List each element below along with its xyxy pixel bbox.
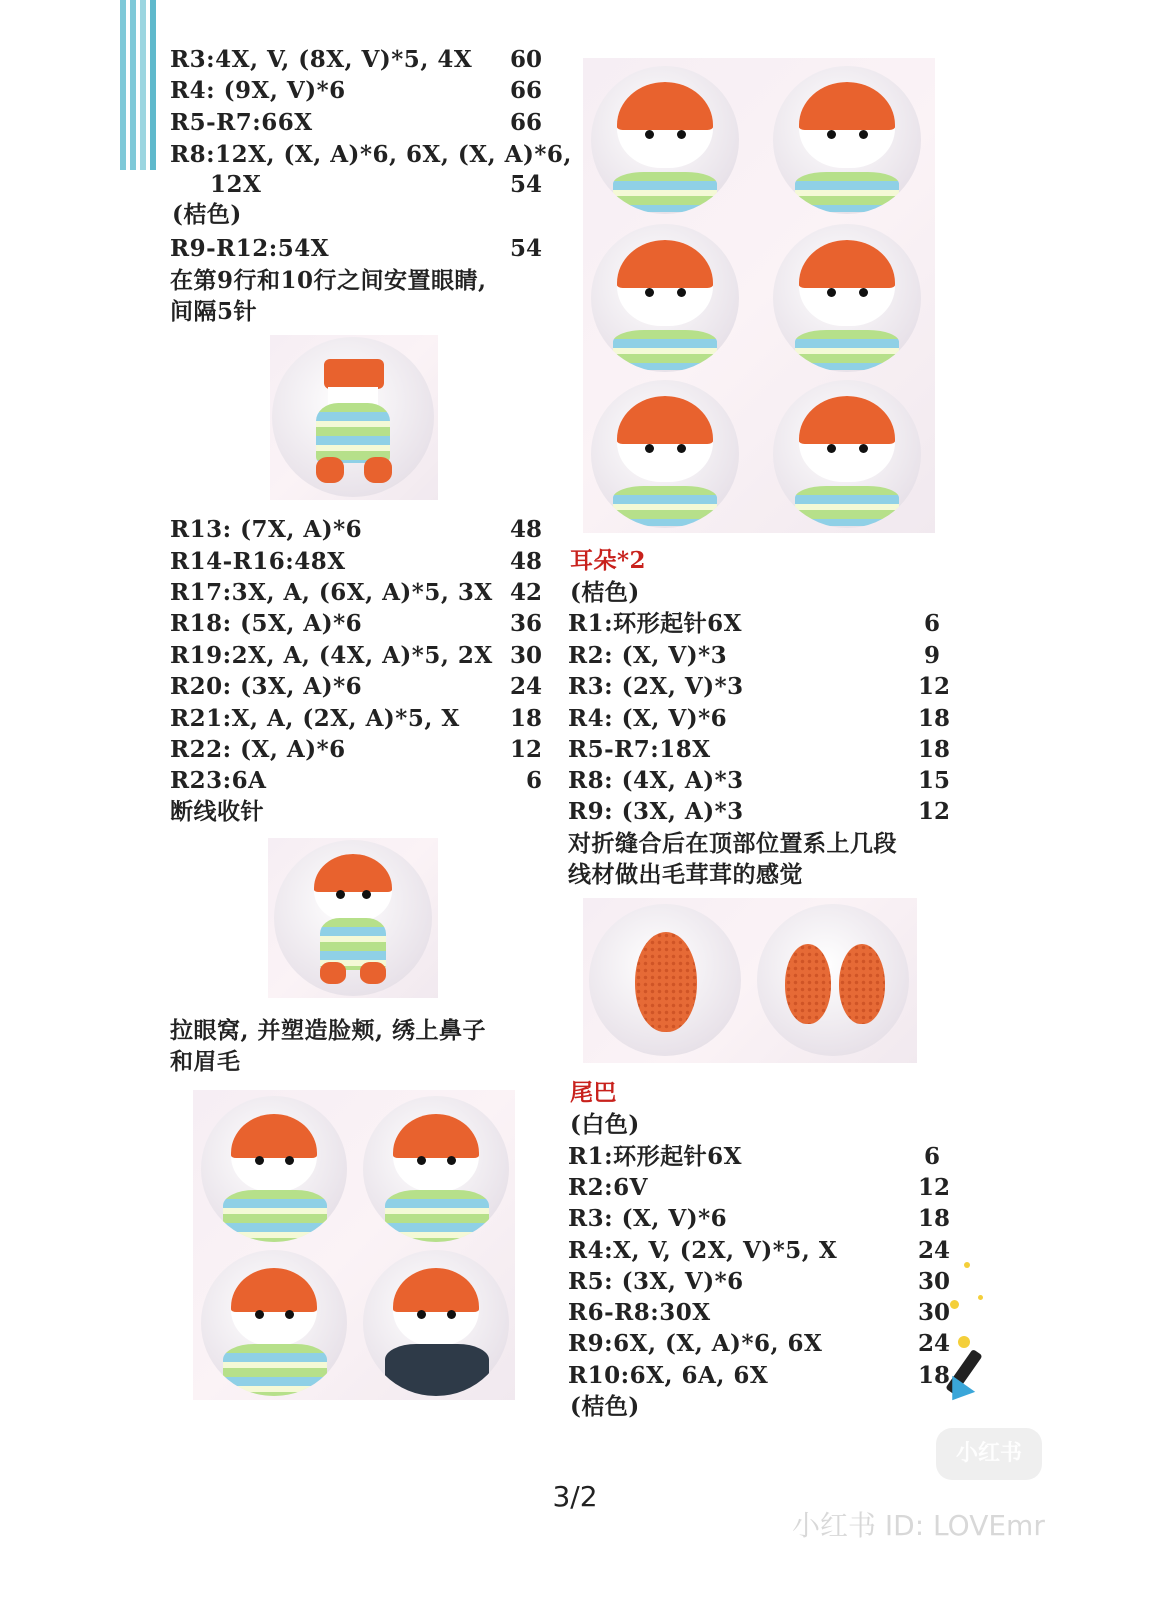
- doll-eye: [417, 1156, 426, 1165]
- color-note: (桔色): [570, 579, 640, 606]
- instruction-text: 拉眼窝, 并塑造脸颊, 绣上鼻子: [170, 1017, 487, 1044]
- ear-piece: [839, 944, 885, 1024]
- doll-cap: [231, 1268, 317, 1312]
- photo-circle: [274, 840, 432, 996]
- doll-torso: [613, 172, 717, 212]
- instruction-text: 间隔5针: [170, 298, 258, 325]
- row-count: 15: [917, 767, 950, 794]
- row-text: R19:2X, A, (4X, A)*5, 2X: [170, 642, 493, 669]
- photo-circle: [773, 380, 921, 528]
- photo-circle: [591, 380, 739, 528]
- doll-eye: [859, 130, 868, 139]
- row-count: 48: [509, 548, 542, 575]
- row-text: R5: (3X, V)*6: [568, 1268, 744, 1295]
- row-text: R9-R12:54X: [170, 235, 330, 262]
- row-text: R2: (X, V)*3: [568, 642, 728, 669]
- doll-leg: [364, 457, 392, 483]
- doll-leg: [316, 457, 344, 483]
- row-text: R1:环形起针6X: [568, 1143, 742, 1170]
- row-count: 54: [509, 235, 542, 262]
- row-text: R3: (2X, V)*3: [568, 673, 744, 700]
- instruction-text: 断线收针: [170, 798, 264, 825]
- photo-circle: [201, 1250, 347, 1396]
- photo-circle: [589, 904, 741, 1056]
- doll-head: [799, 396, 895, 482]
- doll-full-photo: [268, 838, 438, 998]
- sparkle-decoration: [964, 1262, 970, 1268]
- doll-torso: [223, 1190, 327, 1242]
- row-count: 6: [525, 767, 542, 794]
- doll-head: [617, 240, 713, 326]
- doll-torso: [223, 1344, 327, 1396]
- watermark-badge: 小红书: [936, 1428, 1042, 1480]
- doll-head: [231, 1268, 317, 1346]
- doll-eye: [677, 288, 686, 297]
- row-text: R6-R8:30X: [568, 1299, 711, 1326]
- row-text: R17:3X, A, (6X, A)*5, 3X: [170, 579, 493, 606]
- row-count: 6: [923, 1143, 940, 1170]
- row-text: R14-R16:48X: [170, 548, 346, 575]
- instruction-text: 对折缝合后在顶部位置系上几段: [568, 830, 897, 857]
- doll-eye: [859, 288, 868, 297]
- section-title: 尾巴: [570, 1079, 617, 1106]
- doll-cap: [393, 1268, 479, 1312]
- section-title: 耳朵*2: [570, 547, 647, 574]
- doll-cap: [231, 1114, 317, 1158]
- doll-eye: [447, 1156, 456, 1165]
- doll-eye: [285, 1310, 294, 1319]
- doll-eye: [827, 288, 836, 297]
- row-count: 18: [917, 705, 950, 732]
- row-count: 30: [509, 642, 542, 669]
- doll-head: [393, 1114, 479, 1192]
- photo-circle: [591, 66, 739, 214]
- row-count: 18: [917, 736, 950, 763]
- doll-head: [799, 240, 895, 326]
- row-text: R18: (5X, A)*6: [170, 610, 363, 637]
- ears-photo: [583, 898, 917, 1063]
- row-count: 42: [509, 579, 542, 606]
- row-count: 24: [509, 673, 542, 700]
- row-count: 12: [917, 798, 950, 825]
- row-text: R20: (3X, A)*6: [170, 673, 363, 700]
- sparkle-decoration: [978, 1295, 983, 1300]
- photo-circle: [363, 1250, 509, 1396]
- photo-circle: [591, 224, 739, 372]
- ear-piece: [785, 944, 831, 1024]
- row-text: R5-R7:66X: [170, 109, 313, 136]
- doll-cap: [617, 396, 713, 444]
- doll-eye: [645, 288, 654, 297]
- row-text: R8:12X, (X, A)*6, 6X, (X, A)*6,: [170, 141, 572, 168]
- color-note: (桔色): [570, 1393, 640, 1420]
- row-count: 30: [917, 1268, 950, 1295]
- row-count: 30: [917, 1299, 950, 1326]
- doll-eye: [827, 130, 836, 139]
- watermark-id: 小红书 ID: LOVEmr: [792, 1509, 1045, 1542]
- row-text: R4: (X, V)*6: [568, 705, 728, 732]
- doll-cap: [617, 240, 713, 288]
- page-number: 3/2: [552, 1480, 598, 1513]
- doll-head: [393, 1268, 479, 1346]
- doll-eye: [645, 444, 654, 453]
- doll-torso: [795, 172, 899, 212]
- doll-head: [617, 396, 713, 482]
- doll-cap: [393, 1114, 479, 1158]
- doll-cap: [314, 854, 392, 892]
- doll-eye: [677, 130, 686, 139]
- doll-body-photo: [270, 335, 438, 500]
- photo-circle: [773, 66, 921, 214]
- photo-circle: [757, 904, 909, 1056]
- row-text: R8: (4X, A)*3: [568, 767, 744, 794]
- row-text: R1:环形起针6X: [568, 610, 742, 637]
- doll-eye: [827, 444, 836, 453]
- doll-torso: [613, 330, 717, 370]
- row-text: R22: (X, A)*6: [170, 736, 346, 763]
- photo-circle: [363, 1096, 509, 1242]
- instruction-text: 线材做出毛茸茸的感觉: [568, 861, 803, 888]
- photo-circle: [773, 224, 921, 372]
- row-text: R9: (3X, A)*3: [568, 798, 744, 825]
- doll-torso: [795, 486, 899, 526]
- row-count: 24: [917, 1237, 950, 1264]
- row-count: 60: [509, 46, 542, 73]
- doll-eye: [336, 890, 345, 899]
- row-text: R3:4X, V, (8X, V)*5, 4X: [170, 46, 473, 73]
- doll-head: [799, 82, 895, 168]
- doll-cap: [799, 240, 895, 288]
- head-steps-photo: [583, 58, 935, 533]
- row-text: R4: (9X, V)*6: [170, 77, 346, 104]
- row-text: R4:X, V, (2X, V)*5, X: [568, 1237, 838, 1264]
- doll-torso: [385, 1190, 489, 1242]
- doll-head: [617, 82, 713, 168]
- row-text: R2:6V: [568, 1174, 648, 1201]
- photo-circle: [201, 1096, 347, 1242]
- doll-eye: [859, 444, 868, 453]
- doll-leg: [320, 962, 346, 984]
- row-text: R3: (X, V)*6: [568, 1205, 728, 1232]
- decorative-stripes: [120, 0, 156, 170]
- doll-torso: [795, 330, 899, 370]
- sparkle-decoration: [950, 1300, 959, 1309]
- doll-cap: [617, 82, 713, 130]
- doll-eye: [285, 1156, 294, 1165]
- row-text: R23:6A: [170, 767, 267, 794]
- row-count: 66: [509, 109, 542, 136]
- photo-circle: [272, 337, 434, 497]
- row-text: R5-R7:18X: [568, 736, 711, 763]
- row-text: R10:6X, 6A, 6X: [568, 1362, 769, 1389]
- row-count: 24: [917, 1330, 950, 1357]
- doll-torso: [316, 403, 390, 463]
- doll-cap: [799, 396, 895, 444]
- ear-piece: [635, 932, 697, 1032]
- doll-torso: [613, 486, 717, 526]
- doll-eye: [645, 130, 654, 139]
- doll-eye: [255, 1310, 264, 1319]
- instruction-text: 和眉毛: [170, 1048, 241, 1075]
- doll-head: [314, 854, 392, 922]
- row-text: R13: (7X, A)*6: [170, 516, 363, 543]
- row-count: 6: [923, 610, 940, 637]
- doll-head: [231, 1114, 317, 1192]
- row-count: 18: [917, 1205, 950, 1232]
- doll-torso: [385, 1344, 489, 1396]
- row-count: 12: [509, 736, 542, 763]
- face-steps-photo: [193, 1090, 515, 1400]
- doll-cap: [799, 82, 895, 130]
- instruction-text: 在第9行和10行之间安置眼睛,: [170, 267, 487, 294]
- row-count: 18: [917, 1362, 950, 1389]
- color-note: (桔色): [172, 201, 242, 228]
- sparkle-decoration: [958, 1336, 970, 1348]
- row-count: 36: [509, 610, 542, 637]
- row-count: 54: [509, 171, 542, 198]
- row-count: 12: [917, 673, 950, 700]
- color-note: (白色): [570, 1111, 640, 1138]
- doll-eye: [255, 1156, 264, 1165]
- doll-eye: [447, 1310, 456, 1319]
- row-count: 18: [509, 705, 542, 732]
- row-count: 12: [917, 1174, 950, 1201]
- row-count: 66: [509, 77, 542, 104]
- row-text: 12X: [210, 171, 262, 198]
- doll-leg: [360, 962, 386, 984]
- doll-eye: [417, 1310, 426, 1319]
- row-count: 9: [923, 642, 940, 669]
- doll-eye: [362, 890, 371, 899]
- doll-neck-orange: [324, 359, 384, 389]
- doll-eye: [677, 444, 686, 453]
- row-count: 48: [509, 516, 542, 543]
- row-text: R9:6X, (X, A)*6, 6X: [568, 1330, 823, 1357]
- row-text: R21:X, A, (2X, A)*5, X: [170, 705, 460, 732]
